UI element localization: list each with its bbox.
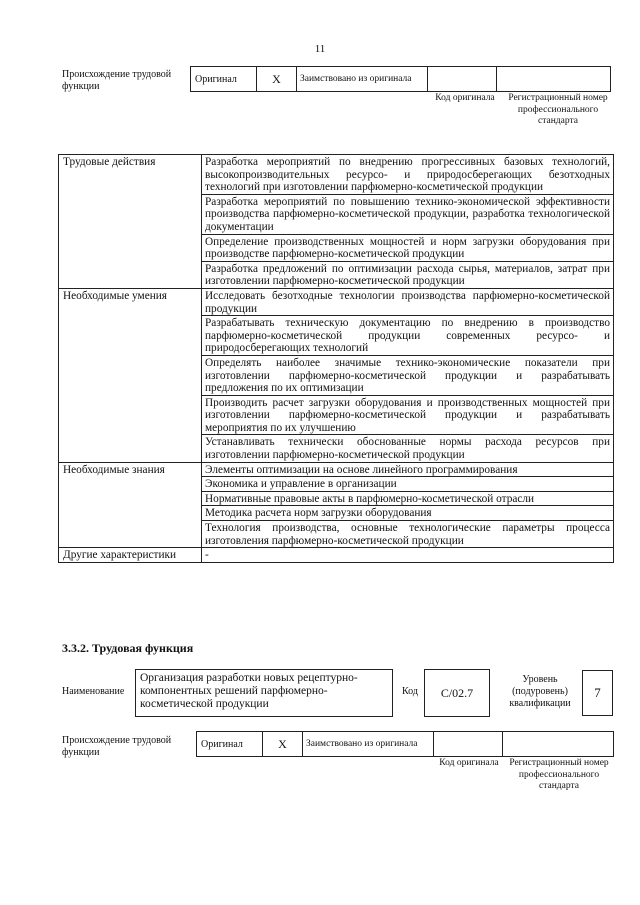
table-row	[59, 155, 614, 195]
origin-table-2	[196, 731, 614, 757]
origin-mark-cell-2: X	[263, 732, 303, 757]
level-label: Уровень (подуровень) квалификации	[509, 674, 571, 709]
origin-code-cell	[428, 67, 497, 92]
item-cell: Производить расчет загрузки оборудования и производственных мощностей при изготовлении парфюмерно-косметической продукции и разрабатывать мероприятия по их улучшению	[202, 395, 614, 435]
origin-original-cell-2: Оригинал	[197, 732, 263, 757]
item-cell: Разработка мероприятий по внедрению прогрессивных базовых технологий, высокопроизводительных ресурсо- и природосберегающих безотходных технологий при изготовлении парфюмерно-косметической продукции	[202, 155, 614, 195]
origin-label-2: Происхождение трудовой функции	[62, 735, 172, 758]
item-cell: Устанавливать технически обоснованные нормы расхода ресурсов при изготовлении парфюмерно-косметической продукции	[202, 435, 614, 462]
origin-borrowed-cell: Заимствовано из оригинала	[297, 67, 428, 92]
reg-caption-2: Регистрационный номер профессионального стандарта	[509, 758, 609, 791]
item-cell: Разрабатывать техническую документацию по внедрению в производство парфюмерно-косметической продукции современных ресурсо- и природосберегающих технологий	[202, 316, 614, 356]
item-cell: Технология производства, основные технологические параметры процесса изготовления парфюмерно-косметической продукции	[202, 521, 614, 548]
item-cell: Определение производственных мощностей и норм загрузки оборудования при производстве парфюмерно-косметической продукции	[202, 234, 614, 261]
origin-code-cell-2	[434, 732, 503, 757]
category-cell: Необходимые умения	[59, 288, 202, 462]
category-cell: Необходимые знания	[59, 462, 202, 548]
item-cell: -	[202, 548, 614, 563]
category-cell: Другие характеристики	[59, 548, 202, 563]
level-box: 7	[582, 670, 613, 716]
origin-reg-cell-2	[503, 732, 614, 757]
function-name-box: Организация разработки новых рецептурно-компонентных решений парфюмерно-косметической продукции	[135, 669, 393, 717]
origin-reg-cell	[497, 67, 611, 92]
item-cell: Экономика и управление в организации	[202, 477, 614, 492]
table-row	[59, 462, 614, 477]
code-label: Код	[402, 686, 418, 697]
section-heading: 3.3.2. Трудовая функция	[62, 641, 194, 655]
origin-borrowed-cell-2: Заимствовано из оригинала	[303, 732, 434, 757]
item-cell: Нормативные правовые акты в парфюмерно-косметической отрасли	[202, 491, 614, 506]
origin-table	[190, 66, 611, 92]
item-cell: Разработка мероприятий по повышению технико-экономической эффективности производства парфюмерно-косметической продукции, разработка технологической документации	[202, 194, 614, 234]
origin-mark-cell: X	[257, 67, 297, 92]
labor-function-table	[58, 154, 614, 563]
category-cell: Трудовые действия	[59, 155, 202, 289]
function-code-box: C/02.7	[424, 669, 490, 717]
code-caption-2: Код оригинала	[439, 758, 499, 768]
table-row	[59, 548, 614, 563]
item-cell: Элементы оптимизации на основе линейного программирования	[202, 462, 614, 477]
item-cell: Методика расчета норм загрузки оборудования	[202, 506, 614, 521]
reg-caption: Регистрационный номер профессионального стандарта	[508, 93, 608, 126]
name-label: Наименование	[62, 686, 125, 697]
page-number: 11	[314, 43, 326, 55]
table-row	[59, 288, 614, 315]
item-cell: Разработка предложений по оптимизации расхода сырья, материалов, затрат при изготовлении парфюмерно-косметической продукции	[202, 261, 614, 288]
item-cell: Исследовать безотходные технологии производства парфюмерно-косметической продукции	[202, 288, 614, 315]
origin-label: Происхождение трудовой функции	[62, 69, 172, 92]
code-caption: Код оригинала	[435, 93, 495, 103]
item-cell: Определять наиболее значимые технико-экономические показатели при изготовлении парфюмерно-косметической продукции и разрабатывать предложения по их оптимизации	[202, 355, 614, 395]
origin-original-cell: Оригинал	[191, 67, 257, 92]
